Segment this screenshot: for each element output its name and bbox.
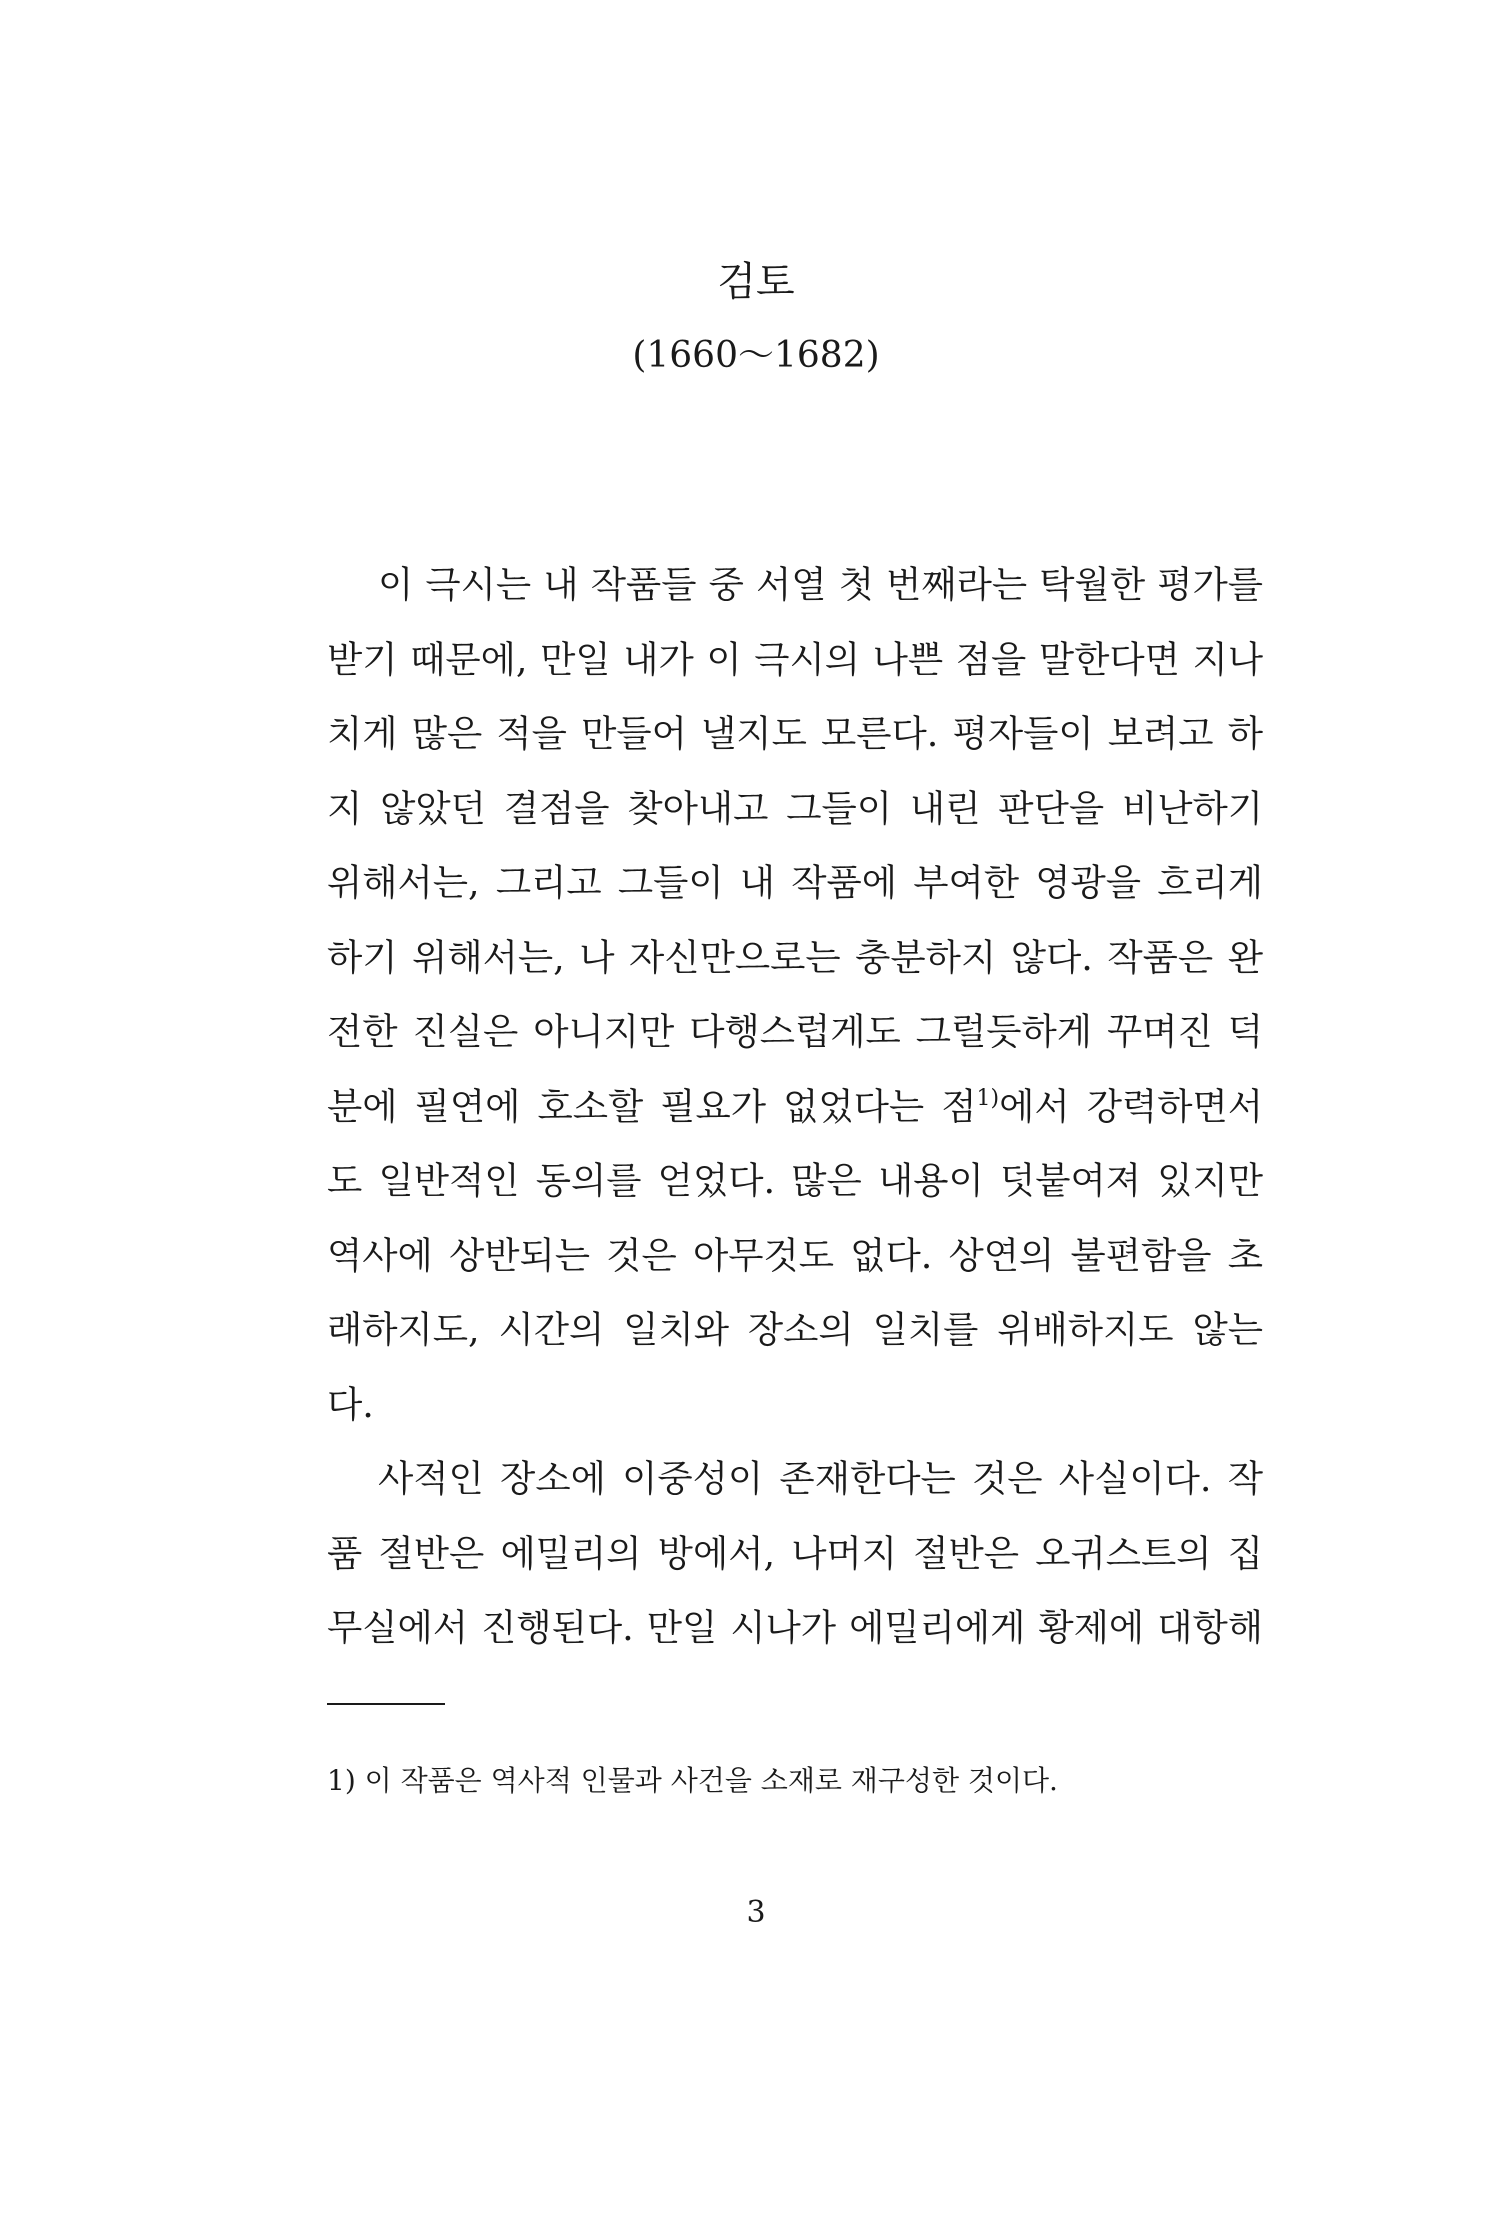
body-line: 품 절반은 에밀리의 방에서, 나머지 절반은 오귀스트의 집 <box>327 1531 1263 1575</box>
body-line-with-footnote <box>327 1070 1263 1145</box>
body-line: 하기 위해서는, 나 자신만으로는 충분하지 않다. 작품은 완 <box>327 935 1263 979</box>
footnote-reference[interactable]: 1) <box>976 1085 1000 1111</box>
body-line-part: 에서 강력하면서 <box>999 1084 1263 1128</box>
body-text <box>327 548 1263 1666</box>
page-title: 검토 <box>717 259 795 305</box>
body-line: 도 일반적인 동의를 얻었다. 많은 내용이 덧붙여져 있지만 <box>327 1159 1263 1202</box>
body-line: 역사에 상반되는 것은 아무것도 없다. 상연의 불편함을 초 <box>327 1233 1263 1277</box>
body-line: 위해서는, 그리고 그들이 내 작품에 부여한 영광을 흐리게 <box>327 861 1263 904</box>
footnote: 1) 이 작품은 역사적 인물과 사건을 소재로 재구성한 것이다. <box>327 1764 1058 1797</box>
body-line: 이 극시는 내 작품들 중 서열 첫 번째라는 탁월한 평가를 <box>378 563 1263 606</box>
body-line: 받기 때문에, 만일 내가 이 극시의 나쁜 점을 말한다면 지나 <box>327 637 1263 681</box>
body-line: 지 않았던 결점을 찾아내고 그들이 내린 판단을 비난하기 <box>327 786 1263 830</box>
page-number: 3 <box>746 1895 766 1930</box>
body-line: 전한 진실은 아니지만 다행스럽게도 그럴듯하게 꾸며진 덕 <box>327 1010 1263 1053</box>
footnote-divider <box>327 1703 445 1705</box>
body-line: 다. <box>327 1382 374 1426</box>
body-line-part: 분에 필연에 호소할 필요가 없었다는 점 <box>327 1084 977 1128</box>
body-line: 무실에서 진행된다. 만일 시나가 에밀리에게 황제에 대항해 <box>327 1606 1263 1649</box>
body-line: 사적인 장소에 이중성이 존재한다는 것은 사실이다. 작 <box>378 1457 1263 1500</box>
body-line: 래하지도, 시간의 일치와 장소의 일치를 위배하지도 않는 <box>327 1308 1263 1351</box>
page-subtitle-years: (1660～1682) <box>632 335 880 376</box>
body-line: 치게 많은 적을 만들어 낼지도 모른다. 평자들이 보려고 하 <box>327 712 1263 755</box>
